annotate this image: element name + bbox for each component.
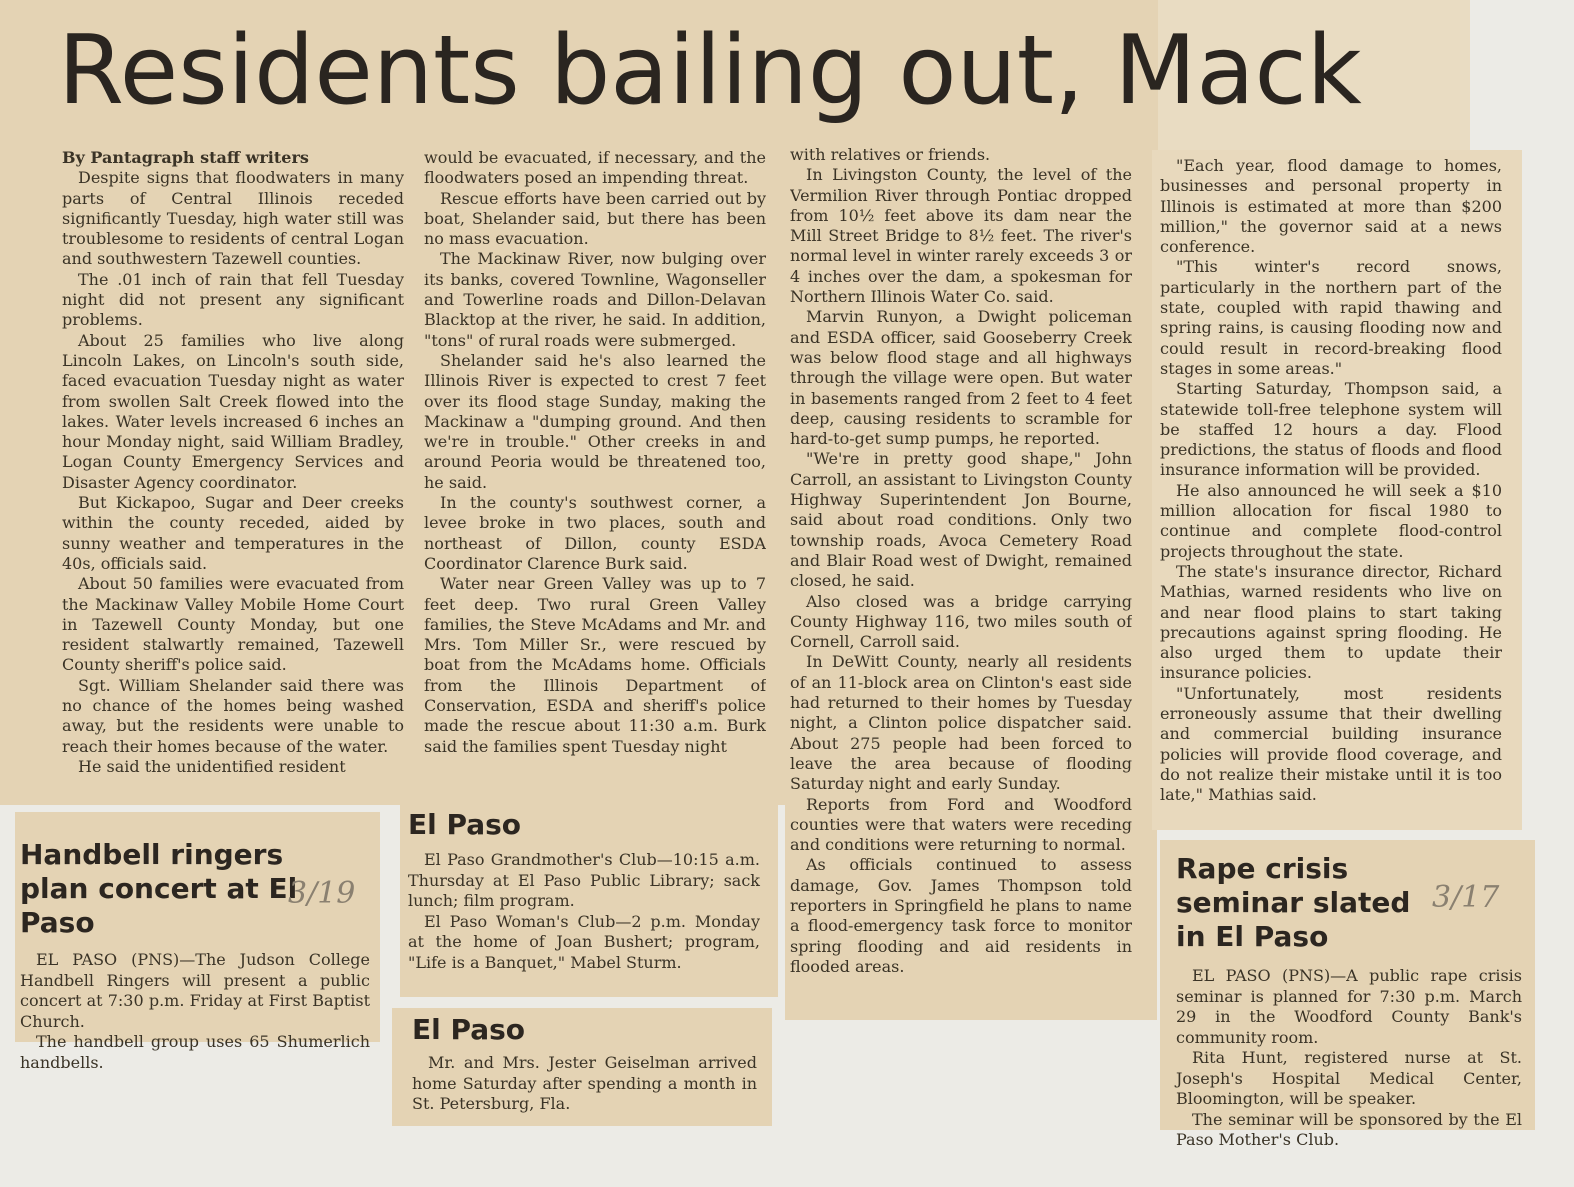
paragraph: In Livingston County, the level of the Vermilion River through Pontiac dropped from 10½ feet above its dam near the Mill Street Bridge to 8½ feet. The river's normal level in winter rarely exceeds 3 or 4 inches over the dam, a spokesman for Northern Illinois Water Co. said. [790, 165, 1132, 307]
byline: By Pantagraph staff writers [62, 148, 309, 167]
paragraph: El Paso Woman's Club—2 p.m. Monday at the home of Joan Bushert; program, "Life is a Banquet," Mabel Sturm. [408, 911, 760, 972]
paragraph: Starting Saturday, Thompson said, a statewide toll-free telephone system will be staffed 12 hours a day. Flood predictions, the status of floods and flood insurance information will be provided. [1160, 379, 1502, 480]
paragraph: Shelander said he's also learned the Illinois River is expected to crest 7 feet over its flood stage Sunday, making the Mackinaw a "dumping ground. And then we're in trouble." Other creeks in and around Peoria would be threatened too, he said. [424, 350, 766, 492]
paragraph: "We're in pretty good shape," John Carroll, an assistant to Livingston County Highway Superintendent Jon Bourne, said about road conditions. Only two township roads, Avoca Cemetery Road and Blair Road west of Dwight, remained closed, he said. [790, 449, 1132, 591]
paragraph: Also closed was a bridge carrying County Highway 116, two miles south of Cornell, Carroll said. [790, 591, 1132, 652]
paragraph: Rescue efforts have been carried out by boat, Shelander said, but there has been no mass evacuation. [424, 188, 766, 249]
paragraph: Mr. and Mrs. Jester Geiselman arrived home Saturday after spending a month in St. Petersburg, Fla. [412, 1053, 757, 1114]
handbell-body [20, 950, 370, 1073]
paragraph: EL PASO (PNS)—A public rape crisis seminar is planned for 7:30 p.m. March 29 in the Woodford County Bank's community room. [1176, 966, 1522, 1047]
elpaso-personal-body [412, 1053, 757, 1115]
elpaso-club-article [408, 808, 760, 973]
paragraph: "This winter's record snows, particularly in the northern part of the state, coupled with rapid thawing and spring rains, is causing flooding now and could result in record-breaking flood stages in some areas." [1160, 257, 1502, 378]
story-column-2 [424, 148, 766, 800]
paragraph: "Each year, flood damage to homes, businesses and personal property in Illinois is estimated at more than $200 million," the governor said at a news conference. [1160, 156, 1502, 257]
paragraph: About 50 families were evacuated from the Mackinaw Valley Mobile Home Court in Tazewell County Monday, but one resident stalwartly remained, Tazewell County sheriff's police said. [62, 574, 404, 675]
paragraph: Water near Green Valley was up to 7 feet deep. Two rural Green Valley families, the Steve McAdams and Mr. and Mrs. Tom Miller Sr., were rescued by boat from the McAdams home. Officials from the Illinois Department of Conservation, ESDA and sheriff's police made the rescue about 11:30 a.m. Burk said the families spent Tuesday night [424, 574, 766, 756]
paragraph: The state's insurance director, Richard Mathias, warned residents who live on and near flood plains to start taking precautions against spring flooding. He also urged them to update their insurance policies. [1160, 561, 1502, 683]
elpaso-club-body [408, 850, 760, 973]
paragraph: Sgt. William Shelander said there was no chance of the homes being washed away, but the residents were unable to reach their homes because of the water. [62, 675, 404, 756]
handwritten-date: 3/19 [288, 876, 356, 911]
paragraph: The seminar will be sponsored by the El Paso Mother's Club. [1176, 1109, 1522, 1150]
paragraph: But Kickapoo, Sugar and Deer creeks within the county receded, aided by sunny weather and temperatures in the 40s, officials said. [62, 493, 404, 573]
paragraph: The handbell group uses 65 Shumerlich handbells. [20, 1032, 370, 1072]
paragraph: As officials continued to assess damage, Gov. James Thompson told reporters in Springfield he plans to name a flood-emergency task force to monitor spring flooding and aid residents in flooded areas. [790, 855, 1132, 976]
paragraph: Rita Hunt, registered nurse at St. Joseph's Hospital Medical Center, Bloomington, will be speaker. [1176, 1048, 1522, 1109]
handbell-article [20, 838, 370, 1073]
rape-crisis-headline: Rape crisis seminar slated in El Paso [1176, 852, 1411, 954]
paragraph: EL PASO (PNS)—The Judson College Handbell Ringers will present a public concert at 7:30 p.m. Friday at First Baptist Church. [20, 950, 370, 1031]
elpaso-personal-headline: El Paso [412, 1013, 526, 1046]
paragraph: El Paso Grandmother's Club—10:15 a.m. Thursday at El Paso Public Library; sack lunch; film program. [408, 850, 760, 911]
paragraph: In the county's southwest corner, a levee broke in two places, south and northeast of Dillon, county ESDA Coordinator Clarence Burk said. [424, 493, 766, 573]
paragraph: The Mackinaw River, now bulging over its banks, covered Townline, Wagonseller and Towerline roads and Dillon-Delavan Blacktop at the river, he said. In addition, "tons" of rural roads were submerged. [424, 249, 766, 350]
paragraph: In DeWitt County, nearly all residents of an 11-block area on Clinton's east side had returned to their homes by Tuesday night, a Clinton police dispatcher said. About 275 people had been forced to leave the area because of flooding Saturday night and early Sunday. [790, 652, 1132, 794]
rape-crisis-body [1176, 966, 1522, 1151]
paragraph: would be evacuated, if necessary, and the floodwaters posed an impending threat. [424, 148, 766, 188]
paragraph: Marvin Runyon, a Dwight policeman and ESDA officer, said Gooseberry Creek was below flood stage and all highways through the village were open. But water in basements ranged from 2 feet to 4 feet deep, causing residents to scramble for hard-to-get sump pumps, he reported. [790, 307, 1132, 449]
elpaso-personal-article [412, 1013, 757, 1115]
handwritten-date: 3/17 [1432, 880, 1500, 915]
paragraph: Despite signs that floodwaters in many parts of Central Illinois receded significantly Tuesday, high water still was troublesome to residents of central Logan and southwestern Tazewell counties. [62, 168, 404, 269]
paragraph: Reports from Ford and Woodford counties were that waters were receding and conditions were returning to normal. [790, 794, 1132, 855]
paragraph: with relatives or friends. [790, 145, 991, 164]
elpaso-club-headline: El Paso [408, 808, 522, 841]
main-headline: Residents bailing out, Mack [58, 16, 1362, 126]
paragraph: The .01 inch of rain that fell Tuesday night did not present any significant problems. [62, 269, 404, 330]
story-column-4 [1160, 156, 1502, 820]
paragraph: He said the unidentified resident [78, 756, 346, 776]
handbell-headline: Handbell ringers plan concert at El Paso [20, 838, 298, 940]
paragraph: About 25 families who live along Lincoln Lakes, on Lincoln's south side, faced evacuation Tuesday night as water from swollen Salt Creek flowed into the lakes. Water levels increased 6 inches an hour Monday night, said William Bradley, Logan County Emergency Services and Disaster Agency coordinator. [62, 330, 404, 492]
paragraph: He also announced he will seek a $10 million allocation for fiscal 1980 to continue and complete flood-control projects throughout the state. [1160, 480, 1502, 561]
story-column-3 [790, 145, 1132, 1020]
story-column-1 [62, 148, 404, 800]
paragraph: "Unfortunately, most residents erroneously assume that their dwelling and commercial building insurance policies will provide flood coverage, and do not realize their mistake until it is too late," Mathias said. [1160, 683, 1502, 805]
